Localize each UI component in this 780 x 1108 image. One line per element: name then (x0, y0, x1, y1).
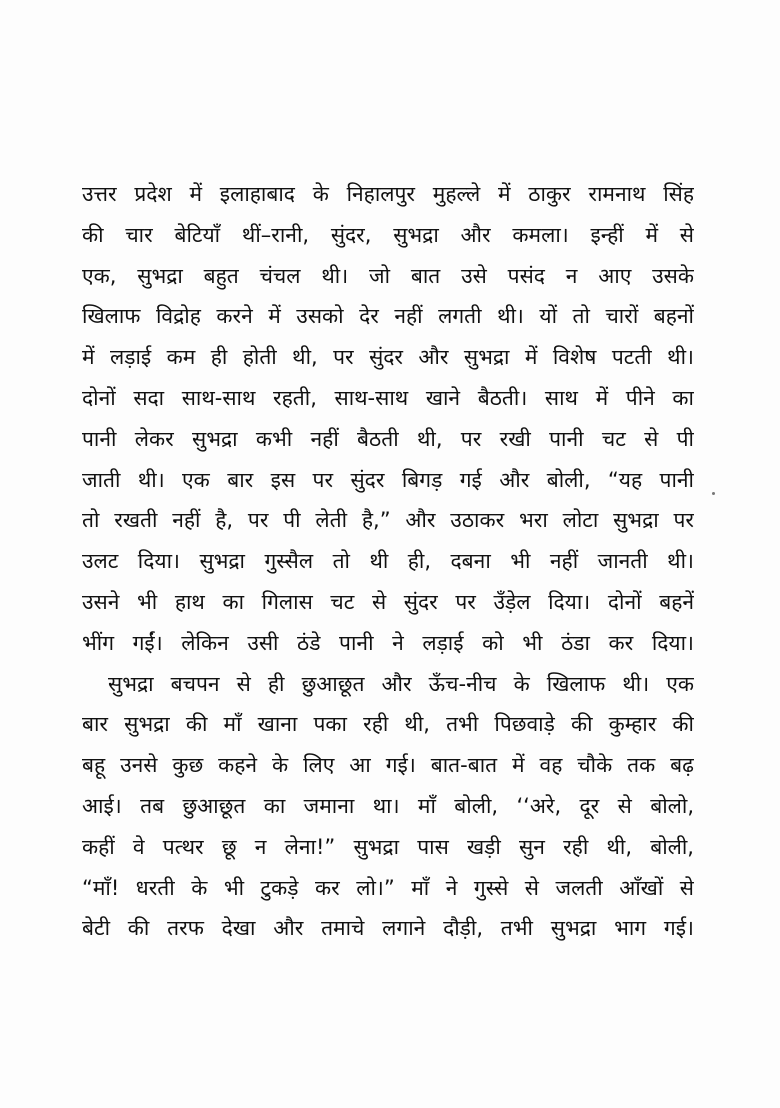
paragraph-2 (82, 664, 694, 950)
text-line: में लड़ाई कम ही होती थी, पर सुंदर और सुभद्रा में विशेष पटती थी। (82, 345, 694, 370)
text-line: कहीं वे पत्थर छू न लेना!” सुभद्रा पास खड़ी सुन रही थी, बोली, (82, 834, 694, 859)
text-line: उसने भी हाथ का गिलास चट से सुंदर पर उँड़ेल दिया। दोनों बहनें (82, 589, 694, 614)
text-line: भींग गईं। लेकिन उसी ठंडे पानी ने लड़ाई को भी ठंडा कर दिया। (82, 630, 694, 655)
text-line: “माँ! धरती के भी टुकड़े कर लो।” माँ ने गुस्से से जलती आँखों से (82, 875, 694, 900)
text-line: बार सुभद्रा की माँ खाना पका रही थी, तभी पिछवाड़े की कुम्हार की (82, 712, 694, 737)
scan-speck (712, 492, 715, 495)
body-text (82, 174, 694, 949)
text-line: तो रखती नहीं है, पर पी लेती है,” और उठाकर भरा लोटा सुभद्रा पर (82, 508, 694, 533)
text-line: उत्तर प्रदेश में इलाहाबाद के निहालपुर मुहल्ले में ठाकुर रामनाथ सिंह (82, 182, 694, 206)
text-line: आई। तब छुआछूत का जमाना था। माँ बोली, ‘‘अरे, दूर से बोलो, (82, 793, 694, 818)
text-line: दोनों सदा साथ-साथ रहती, साथ-साथ खाने बैठती। साथ में पीने का (82, 385, 694, 410)
text-line: पानी लेकर सुभद्रा कभी नहीं बैठती थी, पर रखी पानी चट से पी (82, 426, 694, 451)
text-line: जाती थी। एक बार इस पर सुंदर बिगड़ गई और बोली, “यह पानी (82, 467, 694, 492)
paragraph-1 (82, 174, 694, 664)
text-line: एक, सुभद्रा बहुत चंचल थी। जो बात उसे पसंद न आए उसके (82, 263, 694, 288)
text-line: बेटी की तरफ देखा और तमाचे लगाने दौड़ी, तभी सुभद्रा भाग गई। (82, 916, 694, 941)
text-line: खिलाफ विद्रोह करने में उसको देर नहीं लगती थी। यों तो चारों बहनों (82, 304, 694, 329)
text-line: बहू उनसे कुछ कहने के लिए आ गई। बात-बात में वह चौके तक बढ़ (82, 753, 694, 778)
text-line: की चार बेटियाँ थीं–रानी, सुंदर, सुभद्रा और कमला। इन्हीं में से (82, 222, 694, 247)
text-line: उलट दिया। सुभद्रा गुस्सैल तो थी ही, दबना भी नहीं जानती थी। (82, 549, 694, 574)
text-line: सुभद्रा बचपन से ही छुआछूत और ऊँच-नीच के खिलाफ थी। एक (108, 671, 694, 696)
